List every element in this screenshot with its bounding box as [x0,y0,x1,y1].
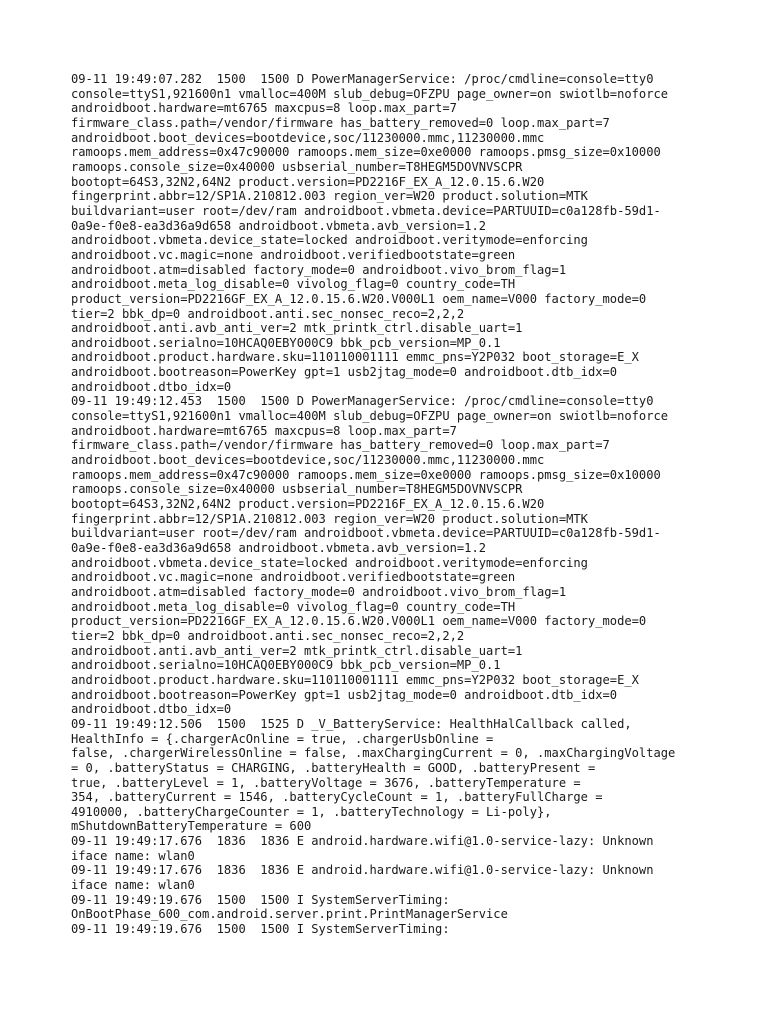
log-line: ramoops.console_size=0x40000 usbserial_number=T8HEGM5DOVNVSCPR [71,482,523,497]
log-line: androidboot.vbmeta.device_state=locked androidboot.veritymode=enforcing [71,233,588,248]
log-line: buildvariant=user root=/dev/ram androidboot.vbmeta.device=PARTUUID=c0a128fb-59d1- [71,203,661,218]
log-line: OnBootPhase_600_com.android.server.print.PrintManagerService [71,907,508,922]
log-line: androidboot.boot_devices=bootdevice,soc/11230000.mmc,11230000.mmc [71,130,545,145]
log-line: 09-11 19:49:12.453 1500 1500 D PowerManagerService: /proc/cmdline=console=tty0 [71,394,654,409]
log-line: bootopt=64S3,32N2,64N2 product.version=PD2216F_EX_A_12.0.15.6.W20 [71,174,545,189]
log-line: androidboot.dtbo_idx=0 [71,379,232,394]
log-line: product_version=PD2216GF_EX_A_12.0.15.6.W20.V000L1 oem_name=V000 factory_mode=0 [71,614,647,629]
log-line: 354, .batteryCurrent = 1546, .batteryCycleCount = 1, .batteryFullCharge = [71,790,603,805]
log-line: console=ttyS1,921600n1 vmalloc=400M slub_debug=OFZPU page_owner=on swiotlb=noforce [71,86,669,101]
log-line: tier=2 bbk_dp=0 androidboot.anti.sec_nonsec_reco=2,2,2 [71,628,465,643]
log-line: 0a9e-f0e8-ea3d36a9d658 androidboot.vbmeta.avb_version=1.2 [71,541,487,555]
log-line: iface name: wlan0 [71,878,195,893]
log-line: firmware_class.path=/vendor/firmware has_battery_removed=0 loop.max_part=7 [71,438,610,453]
log-line: 0a9e-f0e8-ea3d36a9d658 androidboot.vbmeta.avb_version=1.2 [71,218,487,233]
log-line: androidboot.meta_log_disable=0 vivolog_flag=0 country_code=TH [71,599,516,614]
log-line: androidboot.product.hardware.sku=110110001111 emmc_pns=Y2P032 boot_storage=E_X [71,350,639,365]
log-line: androidboot.anti.avb_anti_ver=2 mtk_printk_ctrl.disable_uart=1 [71,321,523,336]
log-line: ramoops.mem_address=0x47c90000 ramoops.mem_size=0xe0000 ramoops.pmsg_size=0x10000 [71,467,661,482]
log-line: ramoops.console_size=0x40000 usbserial_number=T8HEGM5DOVNVSCPR [71,159,523,174]
log-line: androidboot.hardware=mt6765 maxcpus=8 loop.max_part=7 [71,101,457,116]
log-line: 4910000, .batteryChargeCounter = 1, .batteryTechnology = Li-poly}, [71,804,552,819]
log-line: 09-11 19:49:19.676 1500 1500 I SystemServerTiming: [71,922,450,937]
log-line: firmware_class.path=/vendor/firmware has_battery_removed=0 loop.max_part=7 [71,115,610,130]
log-line: androidboot.vbmeta.device_state=locked androidboot.veritymode=enforcing [71,555,588,570]
log-line: ramoops.mem_address=0x47c90000 ramoops.mem_size=0xe0000 ramoops.pmsg_size=0x10000 [71,145,661,160]
log-line: androidboot.atm=disabled factory_mode=0 androidboot.vivo_brom_flag=1 [71,262,567,277]
log-line: 09-11 19:49:17.676 1836 1836 E android.hardware.wifi@1.0-service-lazy: Unknown [71,834,654,849]
log-line: androidboot.serialno=10HCAQ0EBY000C9 bbk_pcb_version=MP_0.1 [71,335,501,350]
log-line: fingerprint.abbr=12/SP1A.210812.003 region_ver=W20 product.solution=MTK [71,189,588,204]
log-line: 09-11 19:49:07.282 1500 1500 D PowerManagerService: /proc/cmdline=console=tty0 [71,72,654,86]
log-line: androidboot.anti.avb_anti_ver=2 mtk_printk_ctrl.disable_uart=1 [71,643,523,658]
log-line: tier=2 bbk_dp=0 androidboot.anti.sec_nonsec_reco=2,2,2 [71,306,465,321]
log-line: androidboot.boot_devices=bootdevice,soc/11230000.mmc,11230000.mmc [71,453,545,468]
log-line: buildvariant=user root=/dev/ram androidboot.vbmeta.device=PARTUUID=c0a128fb-59d1- [71,526,661,541]
log-line: bootopt=64S3,32N2,64N2 product.version=PD2216F_EX_A_12.0.15.6.W20 [71,497,545,512]
log-line: androidboot.product.hardware.sku=110110001111 emmc_pns=Y2P032 boot_storage=E_X [71,672,639,687]
log-line: product_version=PD2216GF_EX_A_12.0.15.6.W20.V000L1 oem_name=V000 factory_mode=0 [71,291,647,306]
log-line: androidboot.serialno=10HCAQ0EBY000C9 bbk_pcb_version=MP_0.1 [71,658,501,673]
log-line: = 0, .batteryStatus = CHARGING, .batteryHealth = GOOD, .batteryPresent = [71,760,596,775]
log-line: 09-11 19:49:12.506 1500 1525 D _V_BatteryService: HealthHalCallback called, [71,716,632,731]
log-line: androidboot.vc.magic=none androidboot.verifiedbootstate=green [71,570,516,585]
log-line: true, .batteryLevel = 1, .batteryVoltage = 3676, .batteryTemperature = [71,775,581,790]
log-line: iface name: wlan0 [71,848,195,863]
log-line: androidboot.dtbo_idx=0 [71,702,232,717]
log-line: 09-11 19:49:17.676 1836 1836 E android.hardware.wifi@1.0-service-lazy: Unknown [71,863,654,878]
log-line: androidboot.bootreason=PowerKey gpt=1 usb2jtag_mode=0 androidboot.dtb_idx=0 [71,687,618,702]
log-line: mShutdownBatteryTemperature = 600 [71,819,312,834]
log-line: 09-11 19:49:19.676 1500 1500 I SystemServerTiming: [71,892,450,907]
log-line: false, .chargerWirelessOnline = false, .maxChargingCurrent = 0, .maxChargingVoltage [71,746,676,761]
log-line: HealthInfo = {.chargerAcOnline = true, .chargerUsbOnline = [71,731,494,746]
log-line: console=ttyS1,921600n1 vmalloc=400M slub_debug=OFZPU page_owner=on swiotlb=noforce [71,409,669,424]
log-line: fingerprint.abbr=12/SP1A.210812.003 region_ver=W20 product.solution=MTK [71,511,588,526]
log-line: androidboot.bootreason=PowerKey gpt=1 usb2jtag_mode=0 androidboot.dtb_idx=0 [71,365,618,380]
log-text-block [71,72,711,937]
log-line: androidboot.meta_log_disable=0 vivolog_flag=0 country_code=TH [71,277,516,292]
log-line: androidboot.atm=disabled factory_mode=0 androidboot.vivo_brom_flag=1 [71,584,567,599]
log-line: androidboot.vc.magic=none androidboot.verifiedbootstate=green [71,247,516,262]
log-line: androidboot.hardware=mt6765 maxcpus=8 loop.max_part=7 [71,423,457,438]
